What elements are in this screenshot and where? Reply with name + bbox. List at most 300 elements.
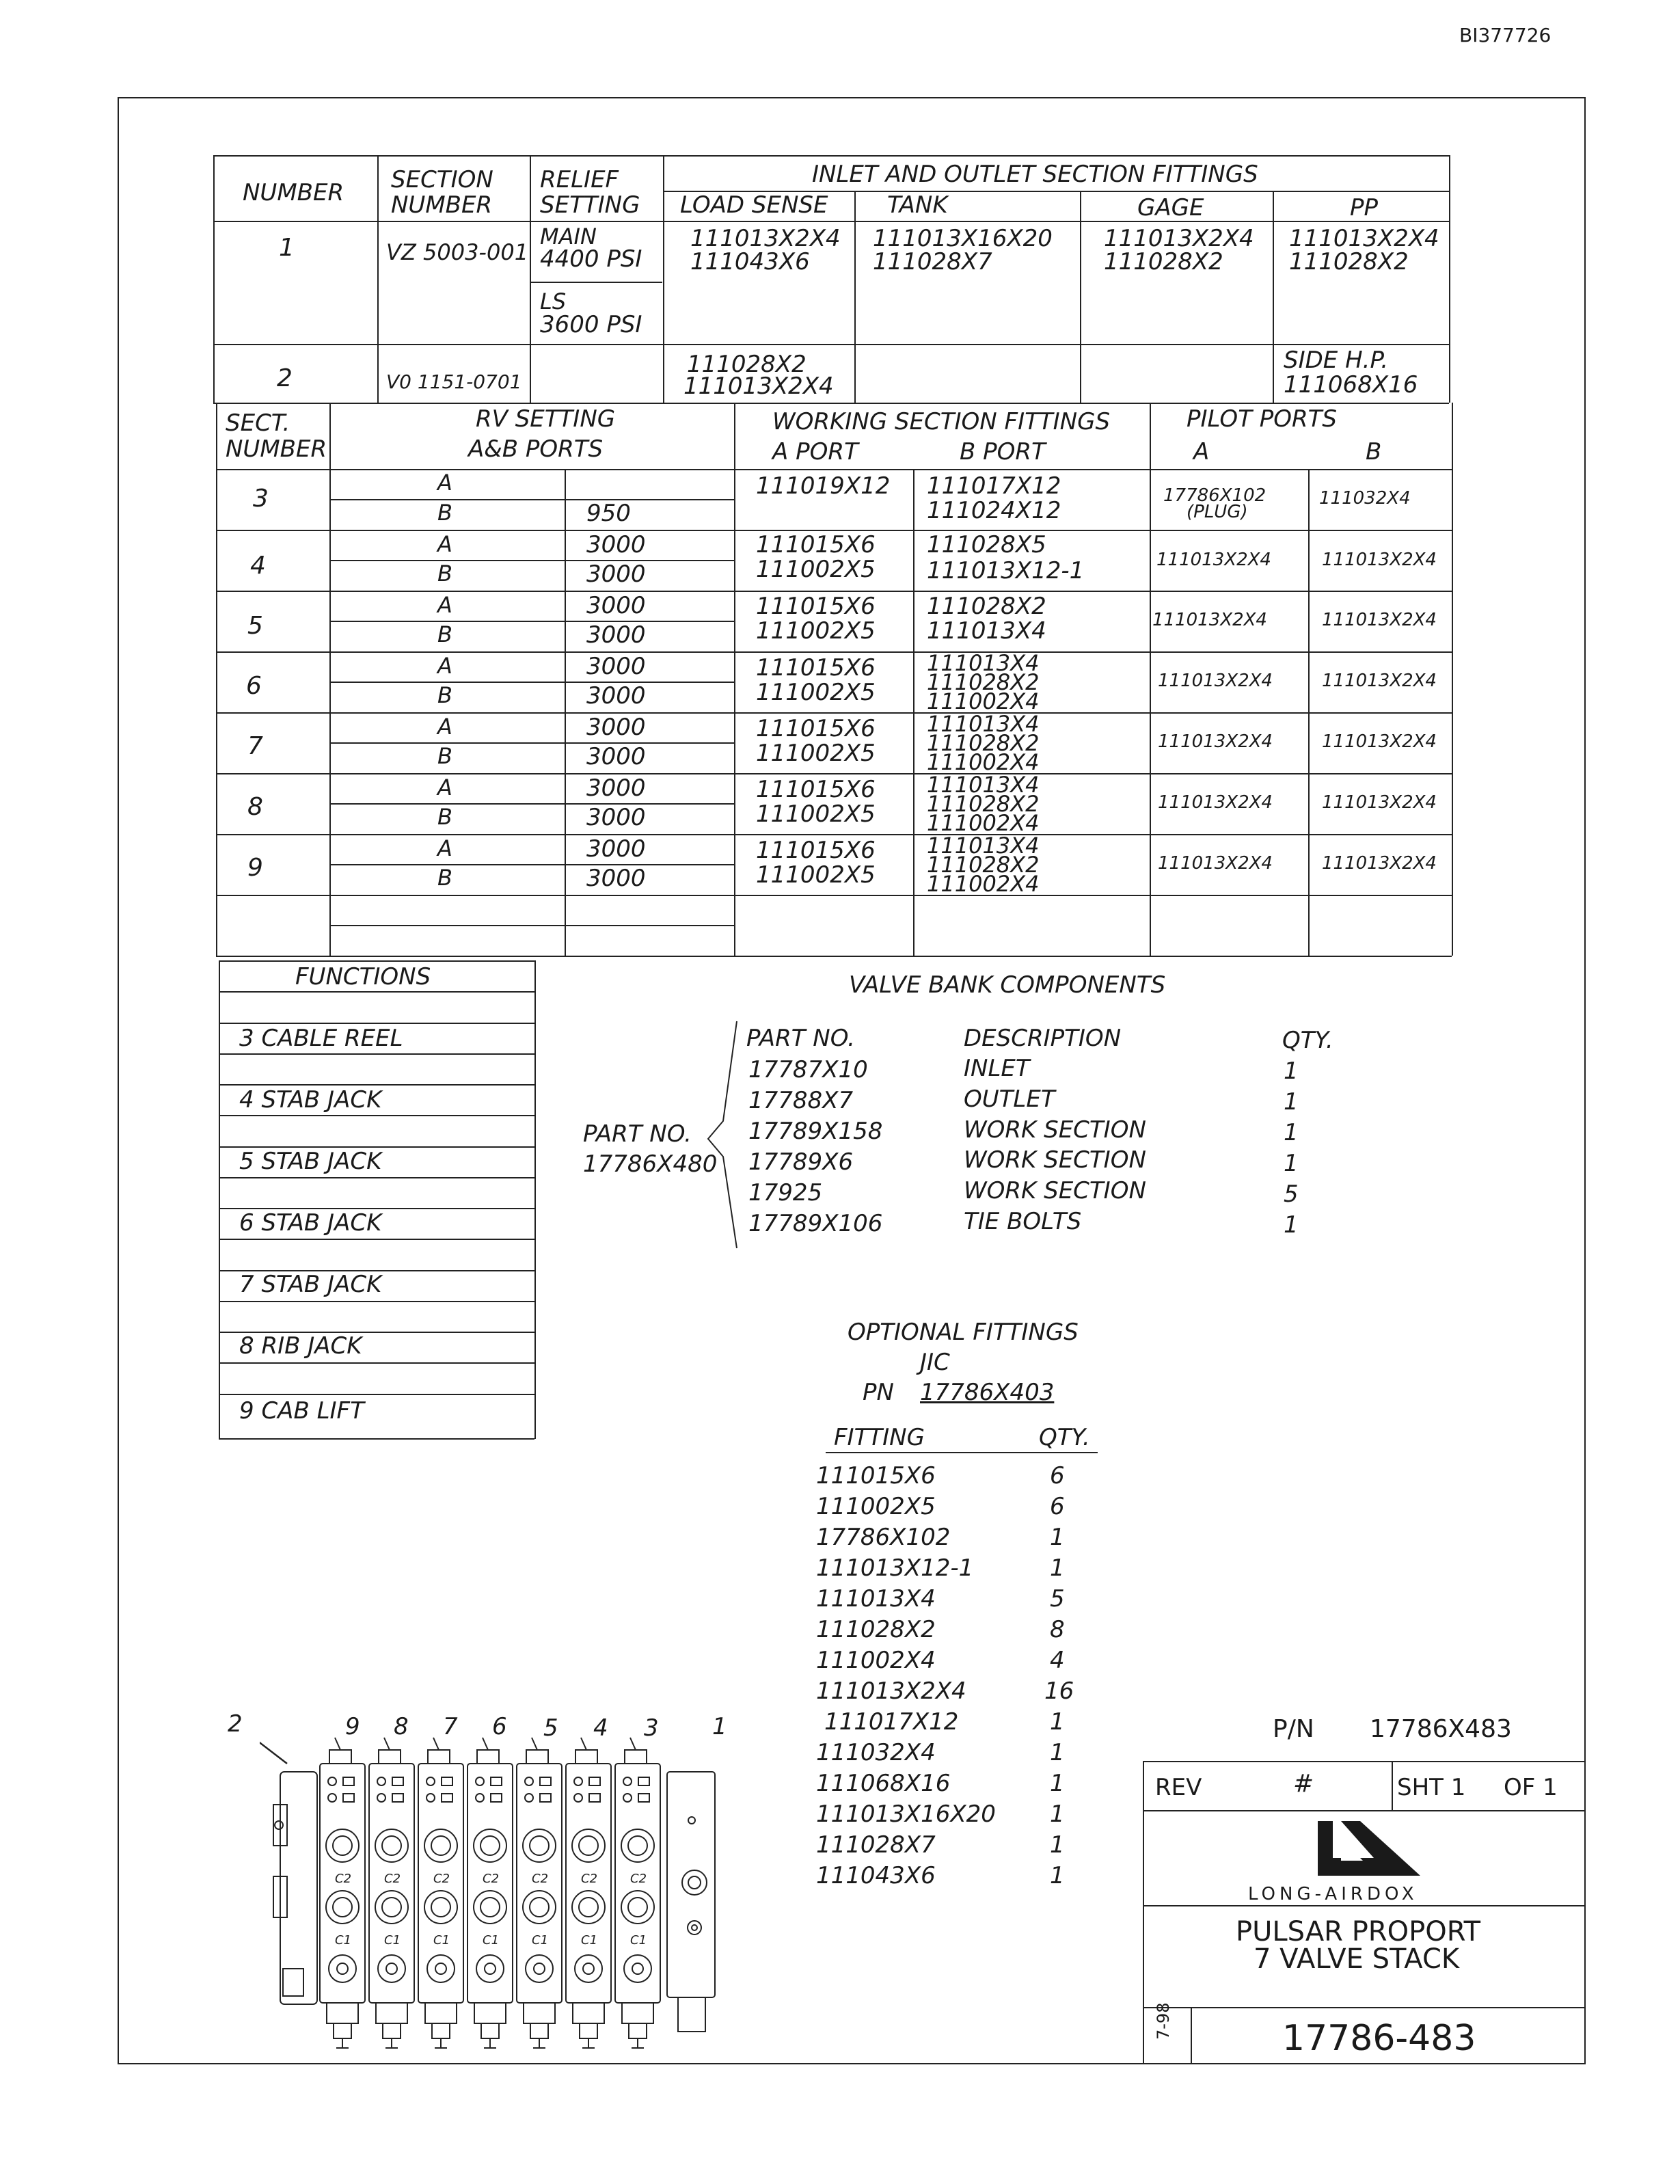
port-c2-inner (480, 1836, 500, 1855)
row1-tank-2: 111028X7 (873, 248, 992, 275)
section-solenoid (474, 2003, 506, 2023)
pilot-b-fitting: 111013X2X4 (1322, 550, 1437, 570)
row2-number: 2 (277, 364, 293, 392)
b-port-fitting: 111013X4 (927, 833, 1040, 859)
a-port-fitting: 111015X6 (756, 837, 876, 864)
port-letter-b: B (437, 621, 452, 647)
fitting-qty: 1 (1050, 1770, 1065, 1797)
pilot-a-note: (PLUG) (1187, 502, 1248, 522)
function-item: 7 STAB JACK (239, 1271, 382, 1298)
header-fitting: FITTING (834, 1424, 925, 1451)
port-lower (427, 1955, 455, 1982)
port-c2 (572, 1829, 605, 1862)
section-cap (477, 1750, 499, 1764)
component-desc: OUTLET (964, 1086, 1055, 1113)
port-c2-label: C2 (483, 1872, 500, 1886)
port-c2-inner (431, 1836, 450, 1855)
pilot-a-fitting: 111013X2X4 (1156, 550, 1271, 570)
fitting-part: 17786X102 (816, 1524, 951, 1551)
header-working-fittings: WORKING SECTION FITTINGS (772, 408, 1111, 435)
header-pilot-b: B (1366, 438, 1382, 466)
component-part: 17789X158 (748, 1118, 883, 1145)
row2-load-sense-1: 111028X2 (687, 351, 807, 378)
fitting-part: 111068X16 (816, 1770, 951, 1797)
header-tank: TANK (887, 191, 948, 219)
callout-leader (532, 1738, 537, 1750)
section-connector (629, 2023, 647, 2038)
port-c1 (326, 1891, 359, 1924)
title-line-1: PULSAR PROPORT (1236, 1916, 1481, 1947)
fitting-qty: 8 (1050, 1616, 1065, 1643)
fitting-qty: 1 (1050, 1831, 1065, 1859)
callout-label: 2 (228, 1710, 243, 1738)
port-c2 (474, 1829, 506, 1862)
a-port-fitting: 111002X5 (756, 556, 876, 583)
header-rv-setting: RV SETTING (476, 405, 616, 433)
port-c1-label: C1 (581, 1933, 598, 1947)
port-c1 (474, 1891, 506, 1924)
pilot-b-fitting: 111013X2X4 (1322, 610, 1437, 630)
component-desc: WORK SECTION (964, 1177, 1146, 1204)
pilot-port (328, 1777, 336, 1785)
row2-side-hp: SIDE H.P. (1284, 347, 1389, 374)
pilot-a-fitting: 111013X2X4 (1152, 610, 1267, 630)
callout-label: 5 (543, 1714, 558, 1742)
component-qty: 1 (1284, 1211, 1299, 1239)
a-port-fitting: 111002X5 (756, 800, 876, 828)
port-lower (575, 1955, 602, 1982)
section-cap (575, 1750, 597, 1764)
a-port-fitting: 111002X5 (756, 617, 876, 645)
component-qty: 1 (1284, 1119, 1299, 1146)
pilot-port (623, 1777, 632, 1785)
rv-setting-b: 3000 (586, 682, 646, 710)
section-solenoid (573, 2003, 604, 2023)
fitting-qty: 1 (1050, 1524, 1065, 1551)
port-lower-inner (435, 1963, 446, 1974)
row1-main-psi: 4400 PSI (540, 245, 642, 273)
pilot-port (426, 1777, 435, 1785)
fitting-qty: 1 (1050, 1554, 1065, 1582)
function-item: 4 STAB JACK (239, 1086, 382, 1114)
section-cap (428, 1750, 450, 1764)
port-c1-inner (431, 1898, 450, 1917)
header-part-no: PART NO. (746, 1025, 855, 1052)
rv-setting-b: 3000 (586, 804, 646, 831)
row1-gage-2: 111028X2 (1104, 248, 1223, 275)
fitting-qty: 1 (1050, 1862, 1065, 1889)
port-lower-inner (337, 1963, 348, 1974)
header-ab-ports: A&B PORTS (468, 435, 604, 463)
component-desc: INLET (964, 1055, 1030, 1082)
b-port-fitting: 111013X4 (927, 650, 1040, 676)
port-lower-inner (534, 1963, 545, 1974)
bracket-brace (703, 1019, 744, 1251)
port-c2-label: C2 (384, 1872, 401, 1886)
rev-label: REV (1155, 1774, 1202, 1801)
port-c1-inner (628, 1898, 647, 1917)
fitting-part: 111013X4 (816, 1585, 936, 1613)
function-item: 6 STAB JACK (239, 1209, 382, 1237)
header-section-2: NUMBER (391, 191, 493, 219)
row1-load-sense-1: 111013X2X4 (690, 225, 841, 252)
b-port-fitting: 111013X12-1 (927, 557, 1085, 584)
fitting-part: 111015X6 (816, 1462, 936, 1489)
header-section-1: SECTION (391, 166, 493, 193)
row2-side-hp-part: 111068X16 (1284, 371, 1418, 399)
drawing-number: 17786-483 (1282, 2018, 1476, 2059)
sect-number: 7 (247, 732, 263, 760)
sect-number: 9 (247, 854, 263, 882)
a-port-fitting: 111015X6 (756, 776, 876, 803)
fitting-part: 111017X12 (824, 1708, 959, 1736)
rv-setting-a: 3000 (586, 531, 646, 558)
rv-setting-a: 3000 (586, 592, 646, 619)
port-c1-label: C1 (384, 1933, 401, 1947)
pilot-port (426, 1794, 435, 1802)
fitting-part: 111013X12-1 (816, 1554, 974, 1582)
section-terminal (582, 2038, 595, 2048)
port-c1 (523, 1891, 556, 1924)
fitting-qty: 1 (1050, 1801, 1065, 1828)
row1-gage-1: 111013X2X4 (1104, 225, 1254, 252)
port-letter-a: A (437, 714, 452, 740)
callout-leader (630, 1738, 636, 1750)
fitting-qty: 5 (1050, 1585, 1065, 1613)
port-c2-label: C2 (581, 1872, 598, 1886)
component-qty: 1 (1284, 1150, 1299, 1177)
section-terminal (533, 2038, 545, 2048)
component-part: 17789X106 (748, 1210, 883, 1237)
rv-setting-b: 3000 (586, 743, 646, 770)
rv-setting-a: 3000 (586, 714, 646, 741)
port-letter-a: A (437, 592, 452, 618)
a-port-fitting: 111015X6 (756, 593, 876, 620)
pilot-b-fitting: 111032X4 (1319, 488, 1411, 509)
fitting-part: 111013X2X4 (816, 1677, 966, 1705)
logo-text: LONG-AIRDOX (1248, 1884, 1418, 1904)
component-qty: 1 (1284, 1057, 1299, 1085)
port-letter-a: A (437, 653, 452, 679)
port-c2 (621, 1829, 654, 1862)
section-connector (530, 2023, 548, 2038)
row1-ls-psi: 3600 PSI (540, 311, 642, 338)
row1-pp-2: 111028X2 (1289, 248, 1409, 275)
port-c1 (375, 1891, 408, 1924)
fitting-qty: 6 (1050, 1462, 1065, 1489)
section-connector (481, 2023, 499, 2038)
port-c1-label: C1 (483, 1933, 500, 1947)
header-sect-2: NUMBER (226, 435, 327, 463)
port-c1-label: C1 (433, 1933, 450, 1947)
callout-leader (335, 1738, 340, 1750)
port-c1-label: C1 (532, 1933, 549, 1947)
document-id: BI377726 (1459, 24, 1552, 46)
port-letter-b: B (437, 500, 452, 526)
section-cap (625, 1750, 647, 1764)
port-c1-inner (579, 1898, 598, 1917)
port-c2-inner (579, 1836, 598, 1855)
fitting-part: 111043X6 (816, 1862, 936, 1889)
section-cap (329, 1750, 351, 1764)
section-solenoid (327, 2003, 358, 2023)
port-letter-b: B (437, 743, 452, 769)
b-port-fitting: 111028X2 (927, 852, 1040, 878)
port-letter-b: B (437, 561, 452, 587)
row1-section: VZ 5003-001 (386, 239, 529, 265)
pilot-port (377, 1794, 385, 1802)
header-inlet-outlet: INLET AND OUTLET SECTION FITTINGS (812, 161, 1258, 188)
pilot-port (623, 1794, 632, 1802)
port-lower-inner (485, 1963, 496, 1974)
pilot-port (525, 1777, 533, 1785)
rv-setting-a: 3000 (586, 835, 646, 863)
port-c1-label: C1 (630, 1933, 647, 1947)
pilot-port (574, 1777, 582, 1785)
section-solenoid (425, 2003, 457, 2023)
port-c1-inner (382, 1898, 401, 1917)
section-connector (383, 2023, 401, 2038)
callout-leader (581, 1738, 586, 1750)
section-terminal (632, 2038, 644, 2048)
b-port-fitting: 111028X2 (927, 593, 1046, 620)
callout-label: 9 (345, 1713, 360, 1740)
callout-leader (433, 1738, 439, 1750)
pilot-port (491, 1777, 502, 1785)
port-lower (526, 1955, 553, 1982)
callout-leader (483, 1738, 488, 1750)
sect-number: 3 (253, 485, 269, 513)
fitting-qty: 6 (1050, 1493, 1065, 1520)
port-c1-inner (530, 1898, 549, 1917)
b-port-fitting: 111028X2 (927, 791, 1040, 817)
a-port-fitting: 111002X5 (756, 679, 876, 706)
fitting-qty: 1 (1050, 1708, 1065, 1736)
pilot-port (476, 1777, 484, 1785)
section-terminal (484, 2038, 496, 2048)
port-c1 (572, 1891, 605, 1924)
pilot-a-fitting: 111013X2X4 (1158, 853, 1273, 874)
pilot-port (343, 1777, 354, 1785)
pilot-port (525, 1794, 533, 1802)
sect-number: 5 (247, 612, 263, 640)
header-description: DESCRIPTION (964, 1025, 1122, 1052)
section-terminal (385, 2038, 398, 2048)
port-letter-a: A (437, 531, 452, 557)
pilot-port (540, 1777, 551, 1785)
fitting-qty: 4 (1050, 1647, 1065, 1674)
pilot-port (476, 1794, 484, 1802)
fitting-part: 111013X16X20 (816, 1801, 996, 1828)
callout-label: 3 (644, 1714, 659, 1742)
pilot-port (491, 1794, 502, 1802)
fitting-part: 111028X2 (816, 1616, 936, 1643)
callout-leader (384, 1738, 390, 1750)
b-port-fitting: 111028X5 (927, 531, 1046, 558)
b-port-fitting: 111002X4 (927, 810, 1040, 836)
pilot-port (638, 1794, 649, 1802)
pilot-port (328, 1794, 336, 1802)
b-port-fitting: 111002X4 (927, 871, 1040, 897)
fitting-part: 111028X7 (816, 1831, 936, 1859)
row1-pp-1: 111013X2X4 (1289, 225, 1439, 252)
port-letter-a: A (437, 774, 452, 800)
port-c2-inner (382, 1836, 401, 1855)
callout-label: 1 (712, 1713, 727, 1740)
sect-number: 4 (250, 552, 266, 580)
pilot-port (589, 1777, 600, 1785)
rv-setting-b: 950 (586, 500, 631, 527)
port-c2-label: C2 (335, 1872, 352, 1886)
a-port-fitting: 111015X6 (756, 531, 876, 558)
port-c2 (326, 1829, 359, 1862)
port-lower-inner (583, 1963, 594, 1974)
pilot-port (442, 1777, 452, 1785)
pilot-port (343, 1794, 354, 1802)
port-c2-label: C2 (630, 1872, 647, 1886)
function-item: 9 CAB LIFT (239, 1397, 364, 1425)
callout-label: 7 (443, 1713, 458, 1740)
component-desc: TIE BOLTS (964, 1208, 1082, 1235)
a-port-fitting: 111019X12 (756, 472, 891, 500)
port-c2 (424, 1829, 457, 1862)
pilot-a-fitting: 111013X2X4 (1158, 671, 1273, 691)
components-title: VALVE BANK COMPONENTS (849, 971, 1166, 999)
row1-ls-label: LS (540, 288, 567, 314)
header-b-port: B PORT (960, 438, 1046, 466)
function-item: 3 CABLE REEL (239, 1025, 403, 1052)
header-pp: PP (1350, 194, 1379, 221)
pilot-b-fitting: 111013X2X4 (1322, 792, 1437, 813)
port-lower-inner (386, 1963, 397, 1974)
pilot-port (574, 1794, 582, 1802)
port-c2-label: C2 (532, 1872, 549, 1886)
fitting-part: 111002X4 (816, 1647, 936, 1674)
b-port-fitting: 111024X12 (927, 497, 1061, 524)
pilot-b-fitting: 111013X2X4 (1322, 731, 1437, 752)
section-connector (334, 2023, 351, 2038)
port-letter-b: B (437, 804, 452, 830)
section-connector (580, 2023, 597, 2038)
port-c2-inner (530, 1836, 549, 1855)
assembly-part-no: 17786X480 (583, 1150, 718, 1178)
component-desc: WORK SECTION (964, 1146, 1146, 1174)
port-c1-label: C1 (335, 1933, 352, 1947)
rv-setting-a: 3000 (586, 774, 646, 802)
long-airdox-logo (1305, 1818, 1428, 1884)
rv-setting-b: 3000 (586, 865, 646, 892)
component-qty: 5 (1284, 1181, 1299, 1208)
pilot-b-fitting: 111013X2X4 (1322, 853, 1437, 874)
rv-setting-b: 3000 (586, 621, 646, 649)
rv-setting-b: 3000 (586, 561, 646, 588)
pilot-a-fitting: 111013X2X4 (1158, 792, 1273, 813)
fitting-qty: 16 (1044, 1677, 1074, 1705)
row1-tank-1: 111013X16X20 (873, 225, 1053, 252)
port-lower-inner (632, 1963, 643, 1974)
port-lower (624, 1955, 651, 1982)
pilot-port (392, 1794, 403, 1802)
section-solenoid (376, 2003, 407, 2023)
port-letter-a: A (437, 835, 452, 861)
header-pilot-a: A (1193, 438, 1210, 466)
sect-number: 8 (247, 793, 263, 821)
row1-main-label: MAIN (540, 224, 597, 250)
a-port-fitting: 111002X5 (756, 861, 876, 889)
section-cap (379, 1750, 401, 1764)
port-c1 (424, 1891, 457, 1924)
port-lower (476, 1955, 504, 1982)
row2-load-sense-2: 111013X2X4 (683, 373, 834, 400)
b-port-fitting: 111028X2 (927, 730, 1040, 756)
port-c1-inner (333, 1898, 352, 1917)
port-letter-b: B (437, 865, 452, 891)
section-terminal (336, 2038, 349, 2048)
header-gage: GAGE (1137, 194, 1204, 221)
pn-label: P/N (1273, 1715, 1314, 1743)
a-port-fitting: 111015X6 (756, 654, 876, 682)
b-port-fitting: 111013X4 (927, 772, 1040, 798)
pn-value: 17786X483 (1370, 1715, 1512, 1743)
header-load-sense: LOAD SENSE (680, 191, 828, 219)
sheet-label: SHT 1 (1397, 1774, 1466, 1801)
section-solenoid (622, 2003, 653, 2023)
b-port-fitting: 111013X4 (927, 711, 1040, 737)
pilot-port (392, 1777, 403, 1785)
port-c2 (523, 1829, 556, 1862)
component-desc: WORK SECTION (964, 1116, 1146, 1144)
function-item: 8 RIB JACK (239, 1332, 362, 1360)
callout-label: 6 (492, 1713, 507, 1740)
header-number: NUMBER (243, 179, 344, 206)
optional-pn: 17786X403 (920, 1379, 1055, 1406)
port-c1 (621, 1891, 654, 1924)
section-solenoid (524, 2003, 555, 2023)
header-pilot-ports: PILOT PORTS (1187, 405, 1338, 433)
pilot-a-fitting: 111013X2X4 (1158, 731, 1273, 752)
pilot-a-fitting: 17786X102 (1163, 485, 1266, 506)
b-port-fitting: 111028X2 (927, 669, 1040, 695)
callout-label: 8 (394, 1713, 409, 1740)
function-item: 5 STAB JACK (239, 1148, 382, 1175)
port-lower (329, 1955, 356, 1982)
row1-number: 1 (279, 234, 295, 262)
b-port-fitting: 111017X12 (927, 472, 1061, 500)
section-terminal (435, 2038, 447, 2048)
port-letter-b: B (437, 682, 452, 708)
optional-type: JIC (920, 1349, 950, 1376)
callout-label: 4 (593, 1714, 608, 1742)
optional-title: OPTIONAL FITTINGS (848, 1319, 1079, 1346)
functions-title: FUNCTIONS (295, 963, 431, 990)
a-port-fitting: 111002X5 (756, 740, 876, 767)
component-part: 17789X6 (748, 1148, 854, 1176)
port-c2-inner (628, 1836, 647, 1855)
pilot-port (377, 1777, 385, 1785)
row1-load-sense-2: 111043X6 (690, 248, 810, 275)
header-relief-1: RELIEF (540, 166, 619, 193)
b-port-fitting: 111013X4 (927, 617, 1046, 645)
row2-section: V0 1151-0701 (386, 370, 522, 393)
b-port-fitting: 111002X4 (927, 688, 1040, 714)
port-c1-inner (480, 1898, 500, 1917)
component-part: 17925 (748, 1179, 823, 1206)
section-cap (526, 1750, 548, 1764)
header-qty: QTY. (1282, 1027, 1333, 1054)
fitting-part: 111002X5 (816, 1493, 936, 1520)
a-port-fitting: 111015X6 (756, 715, 876, 742)
pilot-port (540, 1794, 551, 1802)
